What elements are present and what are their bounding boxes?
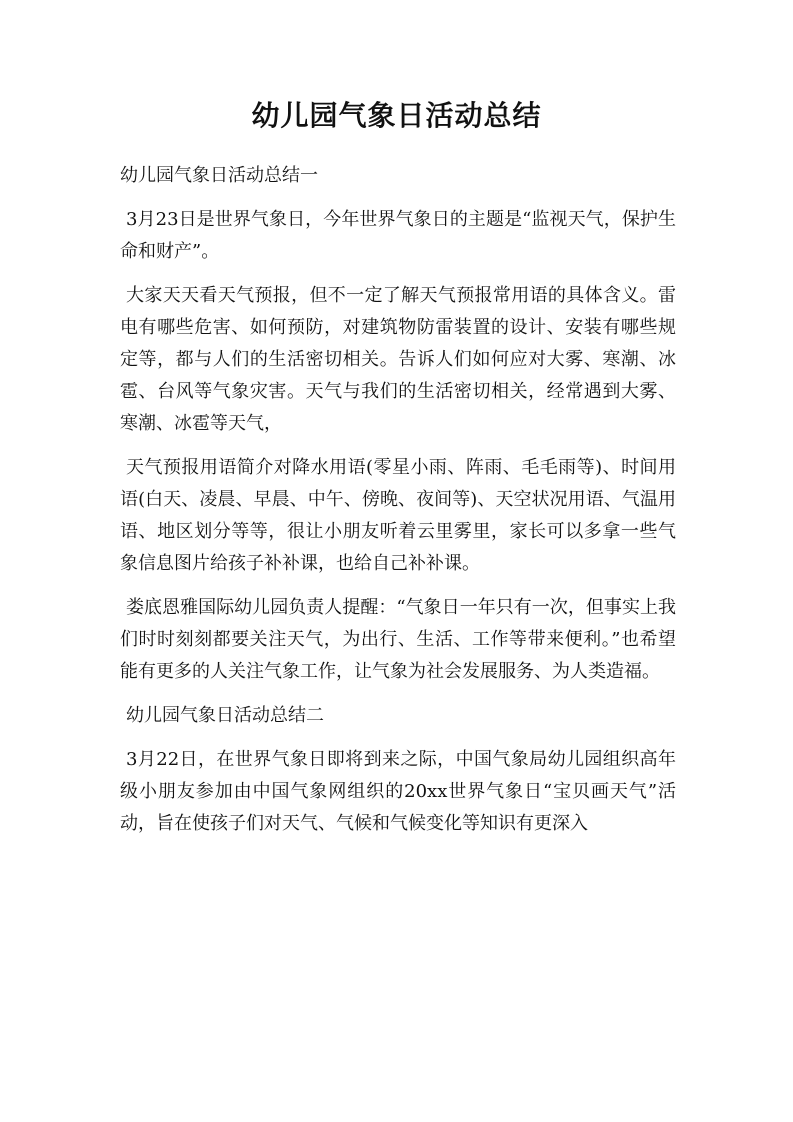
paragraph-4: 娄底恩雅国际幼儿园负责人提醒：“气象日一年只有一次，但事实上我们时时刻刻都要关注天气，为出行、生活、工作等带来便利。”也希望能有更多的人关注气象工作，让气象为社会发展服务、为人类造福。 xyxy=(120,597,676,682)
paragraph-3: 天气预报用语简介对降水用语(零星小雨、阵雨、毛毛雨等)、时间用语(白天、凌晨、早晨、中午、傍晚、夜间等)、天空状况用语、气温用语、地区划分等等，很让小朋友听着云里雾里，家长可以多拿一些气象信息图片给孩子补补课，也给自己补补课。 xyxy=(120,457,676,574)
paragraph-1: 3月23日是世界气象日，今年世界气象日的主题是“监视天气，保护生命和财产”。 xyxy=(120,209,676,262)
paragraph-2: 大家天天看天气预报，但不一定了解天气预报常用语的具体含义。雷电有哪些危害、如何预防，对建筑物防雷装置的设计、安装有哪些规定等，都与人们的生活密切相关。告诉人们如何应对大雾、寒潮、冰雹、台风等气象灾害。天气与我们的生活密切相关，经常遇到大雾、寒潮、冰雹等天气， xyxy=(120,285,676,434)
paragraph-5: 3月22日，在世界气象日即将到来之际，中国气象局幼儿园组织高年级小朋友参加由中国气象网组织的20xx世界气象日“宝贝画天气”活动，旨在使孩子们对天气、气候和气候变化等知识有更深入 xyxy=(120,749,676,834)
section-heading-2: 幼儿园气象日活动总结二 xyxy=(126,705,324,726)
section-heading-1: 幼儿园气象日活动总结一 xyxy=(120,165,318,186)
document-title: 幼儿园气象日活动总结 xyxy=(251,99,542,132)
document-body xyxy=(120,160,676,852)
